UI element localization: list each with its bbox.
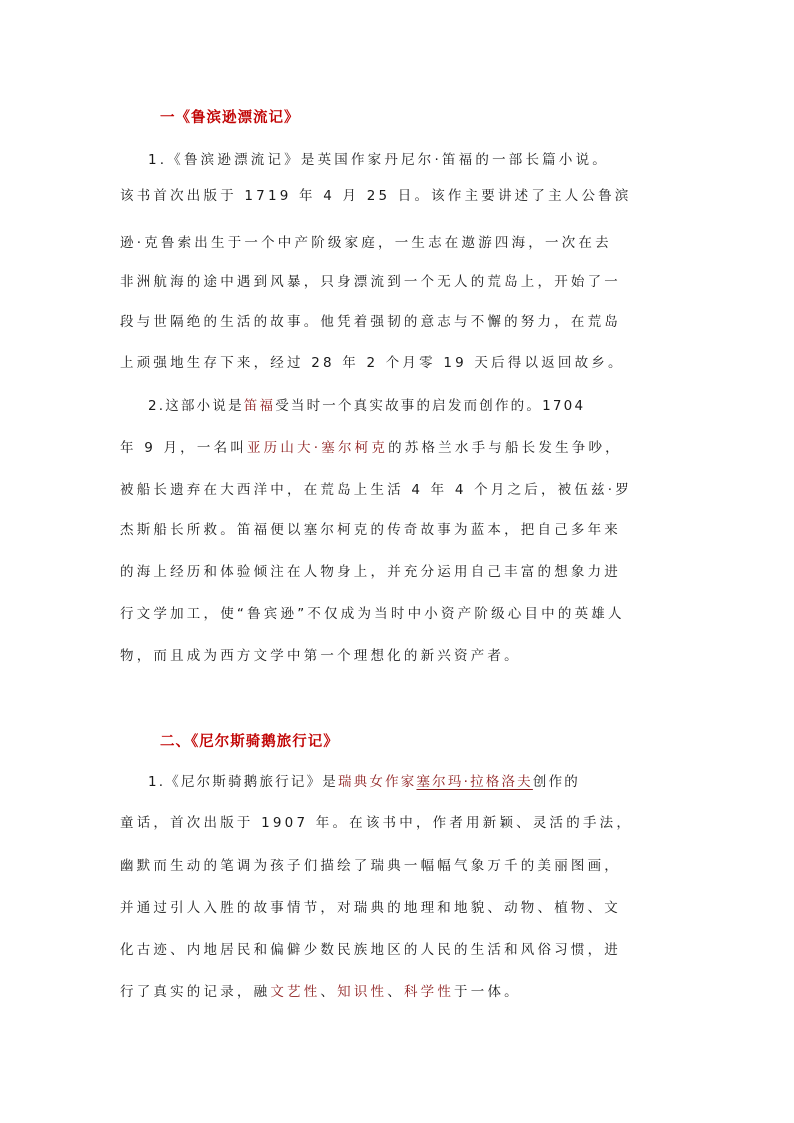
- highlight-author: 笛福: [243, 398, 276, 414]
- s1-p2-line5: 的海上经历和体验倾注在人物身上，并充分运用自己丰富的想象力进: [120, 564, 621, 580]
- highlight-term: 文艺性: [270, 984, 321, 1000]
- text-run: 、: [387, 984, 404, 1000]
- s1-p1-line5: 段与世隔绝的生活的故事。他凭着强韧的意志与不懈的努力，在荒岛: [120, 314, 621, 330]
- s1-p1-line3: 逊·克鲁索出生于一个中产阶级家庭，一生志在遨游四海，一次在去: [120, 235, 612, 251]
- s1-p1-line1: 1.《鲁滨逊漂流记》是英国作家丹尼尔·笛福的一部长篇小说。: [148, 152, 609, 168]
- s1-p1-line6: 上顽强地生存下来，经过 28 年 2 个月零 19 天后得以返回故乡。: [120, 355, 625, 371]
- s1-p1-line2: 该书首次出版于 1719 年 4 月 25 日。该作主要讲述了主人公鲁滨: [120, 188, 632, 204]
- s2-p1-line4: 并通过引人入胜的故事情节，对瑞典的地理和地貌、动物、植物、文: [120, 900, 621, 916]
- s2-p1-line5: 化古迹、内地居民和偏僻少数民族地区的人民的生活和风俗习惯，进: [120, 942, 621, 958]
- s1-p1-line4: 非洲航海的途中遇到风暴，只身漂流到一个无人的荒岛上，开始了一: [120, 274, 621, 290]
- highlight-term: 知识性: [337, 984, 388, 1000]
- highlight-author-name: 塞尔玛·拉格洛夫: [416, 774, 533, 790]
- s2-p1-line6: [120, 982, 680, 1002]
- s1-p2-line3: 被船长遗弃在大西洋中，在荒岛上生活 4 年 4 个月之后，被伍兹·罗: [120, 482, 632, 498]
- text-run: 2.这部小说是: [148, 398, 244, 414]
- text-run: 年 9 月，一名叫: [120, 440, 247, 456]
- text-run: 受当时一个真实故事的启发而创作的。1704: [275, 398, 586, 414]
- highlight-term: 科学性: [403, 984, 455, 1000]
- s1-p2-line2: [120, 438, 680, 458]
- text-run: 的苏格兰水手与船长发生争吵，: [388, 440, 622, 456]
- s1-p2-line7: 物，而且成为西方文学中第一个理想化的新兴资产者。: [120, 648, 521, 664]
- s2-p1-line3: 幽默而生动的笔调为孩子们描绘了瑞典一幅幅气象万千的美丽图画，: [120, 858, 621, 874]
- section2-heading: 二、《尼尔斯骑鹅旅行记》: [160, 734, 339, 750]
- s1-p2-line4: 杰斯船长所救。笛福便以塞尔柯克的传奇故事为蓝本，把自己多年来: [120, 522, 621, 538]
- text-run: 、: [320, 984, 338, 1000]
- s2-p1-line2: 童话，首次出版于 1907 年。在该书中，作者用新颖、灵活的手法，: [120, 815, 634, 831]
- s2-p1-line1: [148, 772, 680, 792]
- highlight-name: 亚历山大·塞尔柯克: [246, 440, 389, 456]
- text-run: 行了真实的记录，融: [120, 984, 271, 1000]
- text-run: 1.《尼尔斯骑鹅旅行记》是: [148, 774, 338, 790]
- s1-p2-line1: [148, 396, 680, 416]
- section1-heading: 一《鲁滨逊漂流记》: [160, 110, 300, 126]
- text-run: 创作的: [532, 774, 580, 790]
- s1-p2-line6: 行文学加工，使“鲁宾逊”不仅成为当时中小资产阶级心目中的英雄人: [120, 606, 625, 622]
- text-run: 于一体。: [454, 984, 521, 1000]
- highlight-author-desc: 瑞典女作家: [337, 774, 417, 790]
